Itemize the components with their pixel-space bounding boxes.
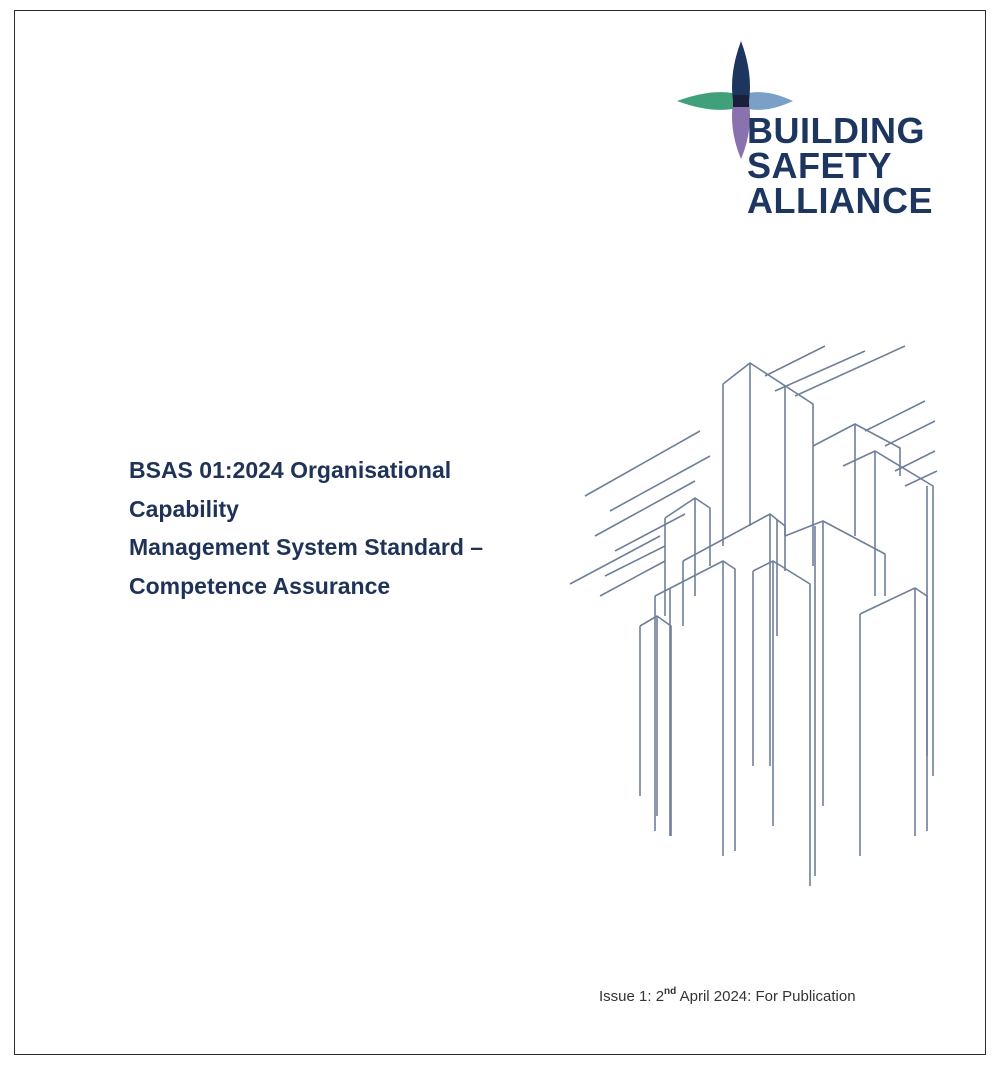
building-safety-alliance-logo <box>675 39 955 229</box>
issue-suffix: April 2024: For Publication <box>676 988 856 1005</box>
document-cover-page <box>14 10 986 1055</box>
title-line-2: Capability <box>129 495 239 522</box>
logo-wordmark <box>747 110 933 221</box>
title-line-3: Management System Standard – <box>129 534 484 560</box>
issue-statement <box>599 987 856 1005</box>
city-skyline-illustration <box>565 336 955 896</box>
title-line-1: BSAS 01:2024 Organisational <box>129 457 452 483</box>
logo-line-building: BUILDING <box>747 110 925 151</box>
logo-line-alliance: ALLIANCE <box>747 180 933 221</box>
issue-prefix: Issue 1: 2 <box>599 988 665 1005</box>
logo-line-safety: SAFETY <box>747 145 893 186</box>
issue-date-superscript: nd <box>664 986 677 997</box>
document-title <box>129 451 569 605</box>
title-line-4: Competence Assurance <box>129 572 391 599</box>
